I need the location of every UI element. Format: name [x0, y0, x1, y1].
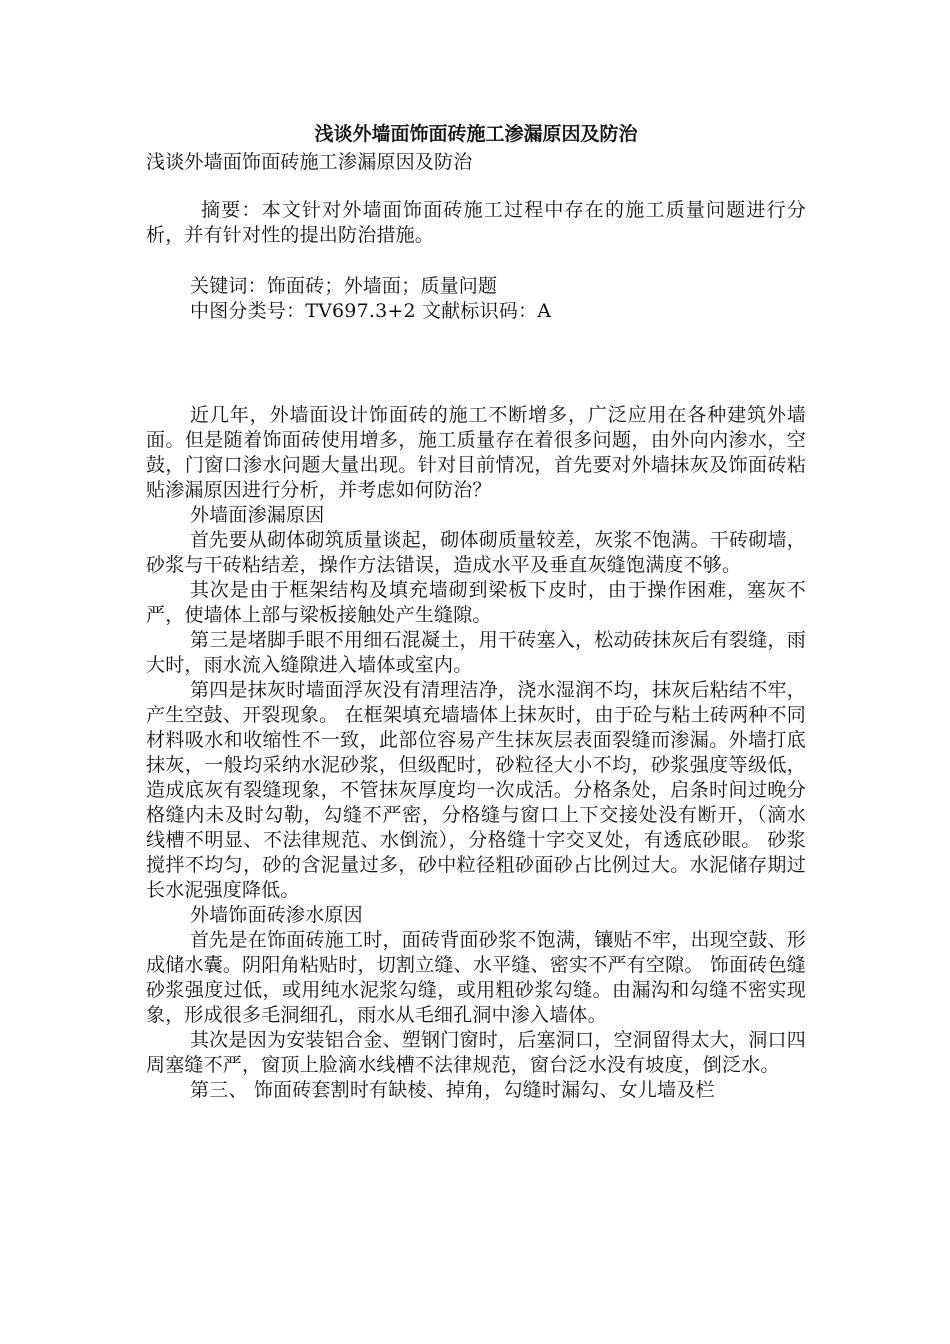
keywords-line: 关键词：饰面砖；外墙面；质量问题: [190, 275, 498, 297]
body-paragraph: 第三、 饰面砖套割时有缺棱、掉角，勾缝时漏勾、女儿墙及栏: [190, 1079, 715, 1101]
body-paragraph: 第四是抹灰时墙面浮灰没有清理洁净，浇水湿润不均，抹灰后粘结不牢，产生空鼓、开裂现象。 在框架填充墙墙体上抹灰时，由于砼与粘土砖两种不同材料吸水和收缩性不一致，此部位容易产生抹灰层表面裂缝而渗漏。外墙打底抹灰，一般均采纳水泥砂浆，但级配时，砂粒径大小不均，砂浆强度等级低，造成底灰有裂缝现象，不管抹灰厚度均一次成活。分格条处，启条时间过晚分格缝内未及时勾勒，勾缝不严密，分格缝与窗口上下交接处没有断开，（滴水线槽不明显、不法律规范、水倒流），分格缝十字交叉处，有透底砂眼。 砂浆搅拌不均匀，砂的含泥量过多，砂中粒径粗砂面砂占比例过大。水泥储存期过长水泥强度降低。: [146, 679, 806, 901]
abstract-paragraph: 摘要：本文针对外墙面饰面砖施工过程中存在的施工质量问题进行分析，并有针对性的提出防治措施。: [146, 199, 806, 246]
document-title: 浅谈外墙面饰面砖施工渗漏原因及防治: [314, 123, 638, 145]
body-paragraph: 首先是在饰面砖施工时，面砖背面砂浆不饱满，镶贴不牢，出现空鼓、形成储水囊。阴阳角粘贴时，切割立缝、水平缝、密实不严有空隙。 饰面砖色缝砂浆强度过低，或用纯水泥浆勾缝，或用粗砂浆勾缝。由漏沟和勾缝不密实现象，形成很多毛洞细孔，雨水从毛细孔洞中渗入墙体。: [146, 929, 806, 1026]
intro-paragraph: 近几年，外墙面设计饰面砖的施工不断增多，广泛应用在各种建筑外墙面。但是随着饰面砖使用增多，施工质量存在着很多问题，由外向内渗水，空鼓，门窗口渗水问题大量出现。针对目前情况，首先要对外墙抹灰及饰面砖粘贴渗漏原因进行分析，并考虑如何防治？: [146, 404, 806, 501]
section-heading-tile-leakage: 外墙饰面砖渗水原因: [190, 904, 363, 926]
body-paragraph: 首先要从砌体砌筑质量谈起，砌体砌质量较差，灰浆不饱满。干砖砌墙，砂浆与干砖粘结差，操作方法错误，造成水平及垂直灰缝饱满度不够。: [146, 529, 806, 576]
document-subtitle: 浅谈外墙面饰面砖施工渗漏原因及防治: [146, 151, 473, 173]
document-page: [146, 120, 806, 1103]
section-heading-wall-leakage: 外墙面渗漏原因: [190, 504, 325, 526]
classification-line: 中图分类号：TV697.3+2 文献标识码：A: [190, 300, 552, 322]
body-paragraph: 其次是由于框架结构及填充墙砌到梁板下皮时，由于操作困难，塞灰不严，使墙体上部与梁板接触处产生缝隙。: [146, 579, 806, 626]
body-paragraph: 第三是堵脚手眼不用细石混凝土，用干砖塞入，松动砖抹灰后有裂缝，雨大时，雨水流入缝隙进入墙体或室内。: [146, 629, 806, 676]
body-paragraph: 其次是因为安装铝合金、塑钢门窗时，后塞洞口，空洞留得太大，洞口四周塞缝不严，窗顶上脸滴水线槽不法律规范，窗台泛水没有坡度，倒泛水。: [146, 1029, 806, 1076]
